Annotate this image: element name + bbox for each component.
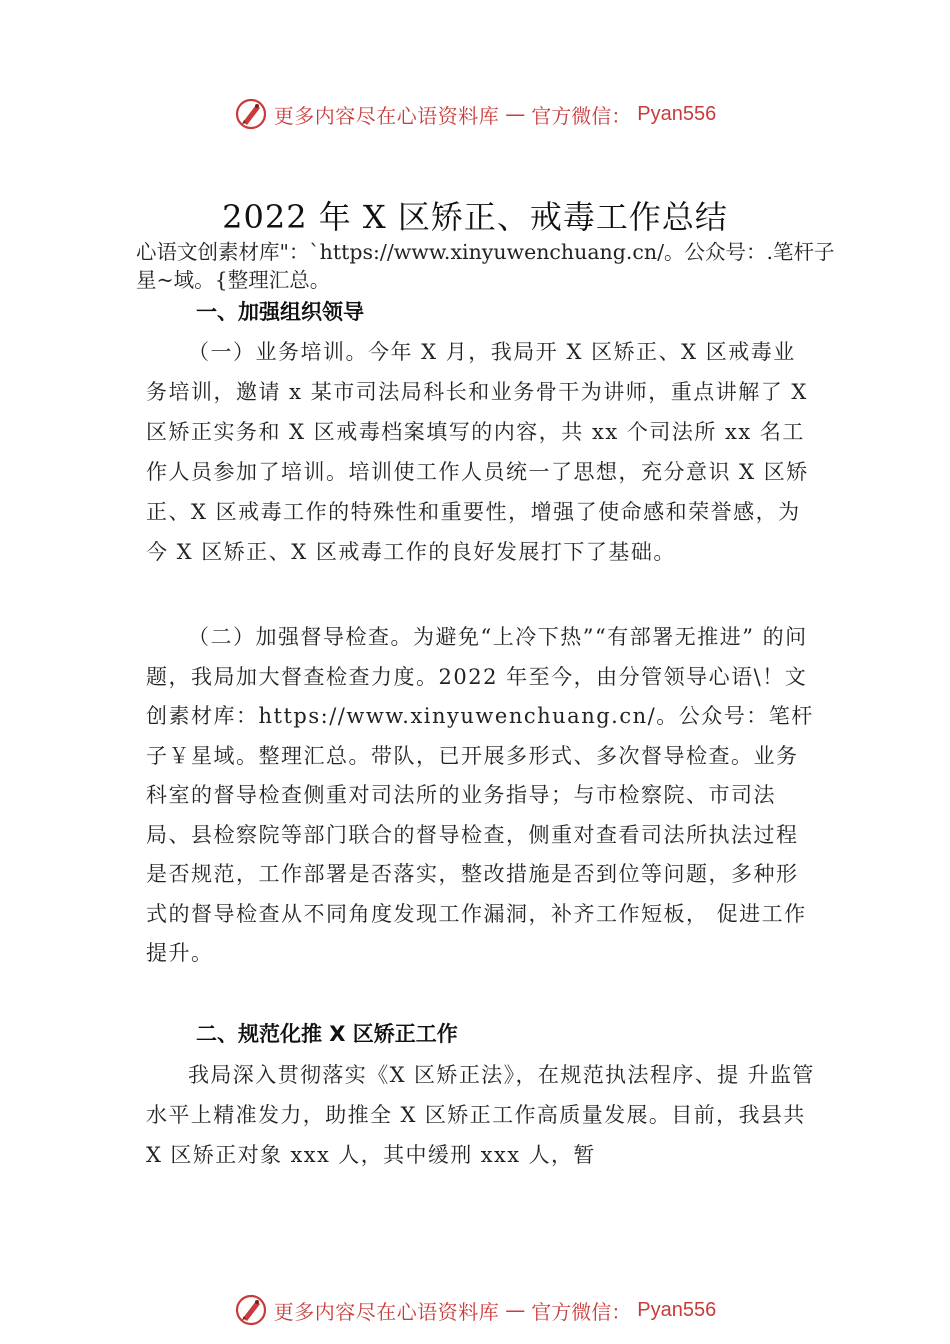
header-watermark-banner [0, 94, 950, 134]
banner-dash: — [505, 102, 526, 126]
footer-watermark-banner [0, 1290, 950, 1330]
source-note: 心语文创素材库"：`https://www.xinyuwenchuang.cn/。公众号：.笔杆子星~域。{整理汇总。 [136, 240, 835, 292]
banner-wechat-id: Pyan556 [637, 102, 717, 125]
paragraph-business-training: （一）业务培训。今年 X 月，我局开 X 区矫正、X 区戒毒业务培训，邀请 x 某市司法局科长和业务骨干为讲师，重点讲解了 X 区矫正实务和 X 区戒毒档案填写的内容，共 xx 个司法所 xx 名工作人员参加了培训。培训使工作人员统一了思想，充分意识 X 区矫正、X 区戒毒工作的特殊性和重要性，增强了使命感和荣誉感，为今 X 区矫正、X 区戒毒工作的良好发展打下了基础。 [146, 340, 809, 564]
banner-wechat-label: 官方微信： [531, 103, 632, 128]
paragraph-correction-law: 我局深入贯彻落实《X 区矫正法》，在规范执法程序、提 升监管水平上精准发力，助推全 X 区矫正工作高质量发展。目前，我县共 X 区矫正对象 xxx 人，其中缓刑 xxx 人，暂 [146, 1063, 815, 1167]
banner-slogan: 更多内容尽在心语资料库 [273, 103, 500, 128]
banner-dash: — [505, 1298, 526, 1322]
section-heading-organization: 一、加强组织领导 [196, 300, 364, 324]
banner-slogan: 更多内容尽在心语资料库 [273, 1299, 500, 1324]
document-title: 2022 年 X 区矫正、戒毒工作总结 [222, 198, 728, 236]
banner-wechat-label: 官方微信： [531, 1299, 632, 1324]
pen-logo-icon [234, 1293, 268, 1327]
paragraph-supervision-inspection: （二）加强督导检查。为避免“上冷下热”“有部署无推进” 的问题，我局加大督查检查力度。2022 年至今，由分管领导心语\！文创素材库：https://www.xinyuwenchuang.cn/。公众号：笔杆子￥星域。整理汇总。带队，已开展多形式、多次督导检查。业务科室的督导检查侧重对司法所的业务指导；与市检察院、市司法局、县检察院等部门联合的督导检查，侧重对查看司法所执法过程是否规范，工作部署是否落实，整改措施是否到位等问题，多种形式的督导检查从不同角度发现工作漏洞，补齐工作短板， 促进工作提升。 [146, 625, 814, 965]
banner-wechat-id: Pyan556 [637, 1298, 717, 1321]
pen-logo-icon [234, 97, 268, 131]
section-heading-correction: 二、规范化推 X 区矫正工作 [196, 1022, 458, 1046]
